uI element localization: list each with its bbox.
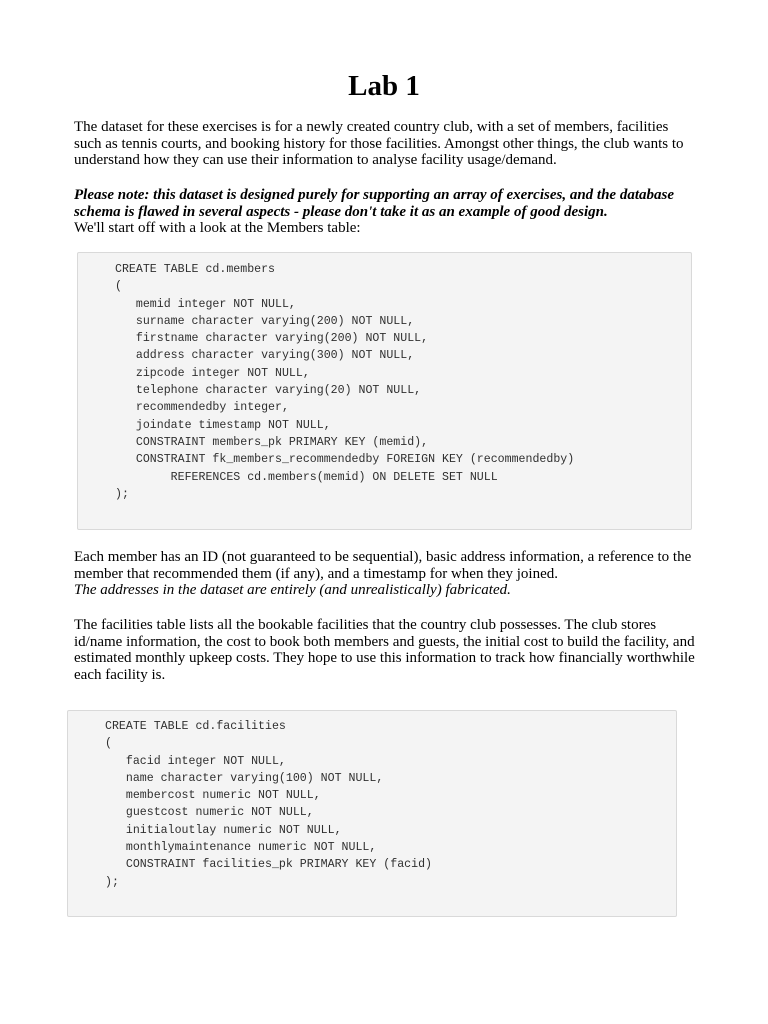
members-description-block [74, 549, 699, 599]
members-description: Each member has an ID (not guaranteed to be sequential), basic address information, a reference to the member that recommended them (if any), and a timestamp for when they joined. [74, 549, 692, 582]
members-code-block [77, 252, 692, 530]
facilities-description: The facilities table lists all the bookable facilities that the country club possesses. The club stores id/name information, the cost to book both members and guests, the initial cost to build the facility, and estimated monthly upkeep costs. They hope to use this information to track how financially worthwhile each facility is. [74, 617, 695, 683]
note-block [74, 187, 699, 237]
intro-paragraph: The dataset for these exercises is for a newly created country club, with a set of members, facilities such as tennis courts, and booking history for those facilities. Amongst other things, the club wants to understand how they can use their information to analyse facility usage/demand. [74, 119, 684, 168]
members-intro: We'll start off with a look at the Members table: [74, 220, 361, 236]
page-title: Lab 1 [348, 70, 420, 102]
members-address-note: The addresses in the dataset are entirely (and unrealistically) fabricated. [74, 582, 511, 598]
design-note: Please note: this dataset is designed purely for supporting an array of exercises, and the database schema is flawed in several aspects - please don't take it as an example of good design. [74, 187, 674, 220]
members-create-table-code: CREATE TABLE cd.members ( memid integer NOT NULL, surname character varying(200) NOT NULL, firstname character varying(200) NOT NULL, address character varying(300) NOT NULL, zipcode integer NOT NULL, telephone character varying(20) NOT NULL, recommendedby integer, joindate timestamp NOT NULL, CONSTRAINT members_pk PRIMARY KEY (memid), CONSTRAINT fk_members_recommendedby FOREIGN KEY (recommendedby) REFERENCES cd.members(memid) ON DELETE SET NULL ); [115, 263, 575, 501]
facilities-create-table-code: CREATE TABLE cd.facilities ( facid integer NOT NULL, name character varying(100) NOT NULL, membercost numeric NOT NULL, guestcost numeric NOT NULL, initialoutlay numeric NOT NULL, monthlymaintenance numeric NOT NULL, CONSTRAINT facilities_pk PRIMARY KEY (facid) ); [105, 720, 432, 889]
facilities-code-block [67, 710, 677, 917]
